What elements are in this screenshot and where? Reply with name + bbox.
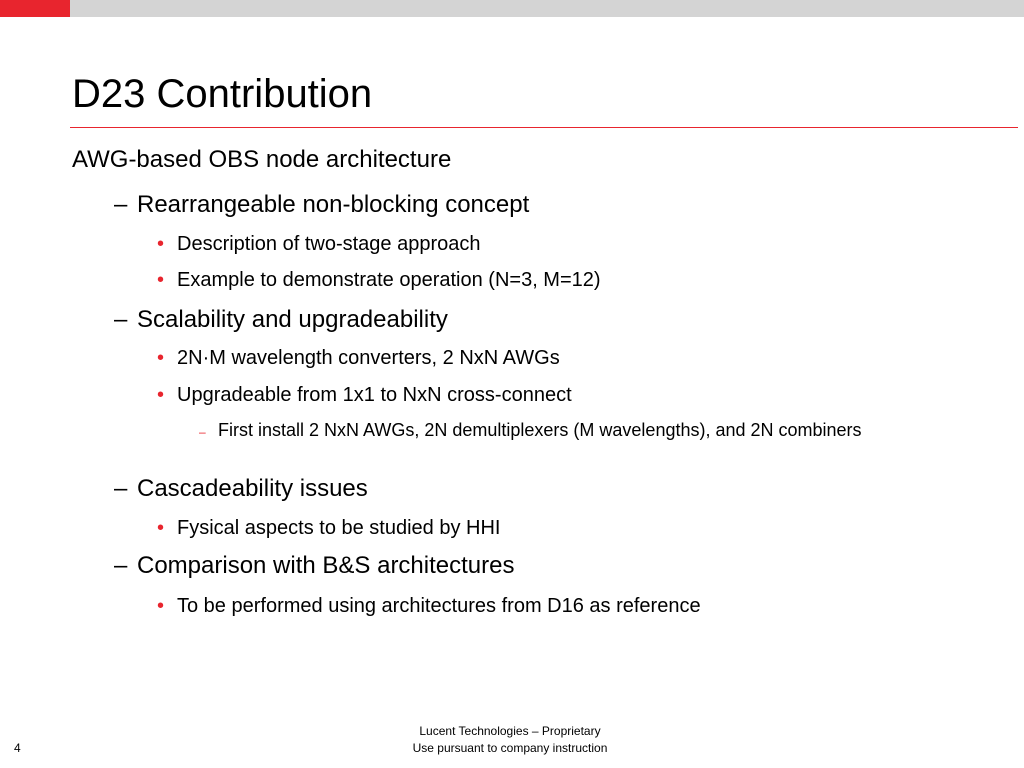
footer-line-1: Lucent Technologies – Proprietary xyxy=(419,724,601,738)
bullet-item xyxy=(157,593,701,619)
slide-title: D23 Contribution xyxy=(72,72,373,116)
bullet-text: Fysical aspects to be studied by HHI xyxy=(177,517,501,539)
bullet-text: Example to demonstrate operation (N=3, M=12) xyxy=(177,269,601,291)
title-divider xyxy=(70,127,1018,128)
bullet-text: Cascadeability issues xyxy=(137,475,368,502)
dash-marker: – xyxy=(114,552,128,579)
bullet-dot-marker: • xyxy=(157,233,165,255)
bullet-item xyxy=(157,231,481,257)
bullet-item xyxy=(114,305,448,335)
footer-confidentiality xyxy=(350,723,670,757)
bullet-item xyxy=(157,515,500,541)
dash-marker: – xyxy=(114,191,128,218)
bullet-dot-marker: • xyxy=(157,347,165,369)
bullet-dot-marker: • xyxy=(157,517,165,539)
bullet-text: Scalability and upgradeability xyxy=(137,306,448,333)
small-dash-marker: – xyxy=(199,425,206,439)
bullet-item xyxy=(114,551,514,581)
bullet-text: Rearrangeable non-blocking concept xyxy=(137,191,530,218)
dash-marker: – xyxy=(114,306,128,333)
footer-line-2: Use pursuant to company instruction xyxy=(412,741,608,755)
bullet-dot-marker: • xyxy=(157,595,165,617)
bullet-item xyxy=(157,267,601,293)
bullet-text: Upgradeable from 1x1 to NxN cross-connect xyxy=(177,384,572,406)
top-accent-bar-red xyxy=(0,0,70,17)
bullet-item xyxy=(157,382,572,408)
bullet-item xyxy=(72,145,451,175)
bullet-text: 2N·M wavelength converters, 2 NxN AWGs xyxy=(177,347,560,369)
bullet-item xyxy=(114,190,529,220)
bullet-item xyxy=(157,345,560,371)
bullet-item xyxy=(114,474,368,504)
bullet-text: First install 2 NxN AWGs, 2N demultiplexers (M wavelengths), and 2N combiners xyxy=(218,420,862,440)
bullet-text: Description of two-stage approach xyxy=(177,233,481,255)
bullet-text: Comparison with B&S architectures xyxy=(137,552,515,579)
bullet-text: To be performed using architectures from D16 as reference xyxy=(177,595,701,617)
dash-marker: – xyxy=(114,475,128,502)
bullet-dot-marker: • xyxy=(157,384,165,406)
bullet-item xyxy=(199,420,959,441)
page-number: 4 xyxy=(14,741,21,755)
bullet-dot-marker: • xyxy=(157,269,165,291)
top-accent-bar-gray xyxy=(70,0,1024,17)
bullet-text: AWG-based OBS node architecture xyxy=(72,146,452,173)
